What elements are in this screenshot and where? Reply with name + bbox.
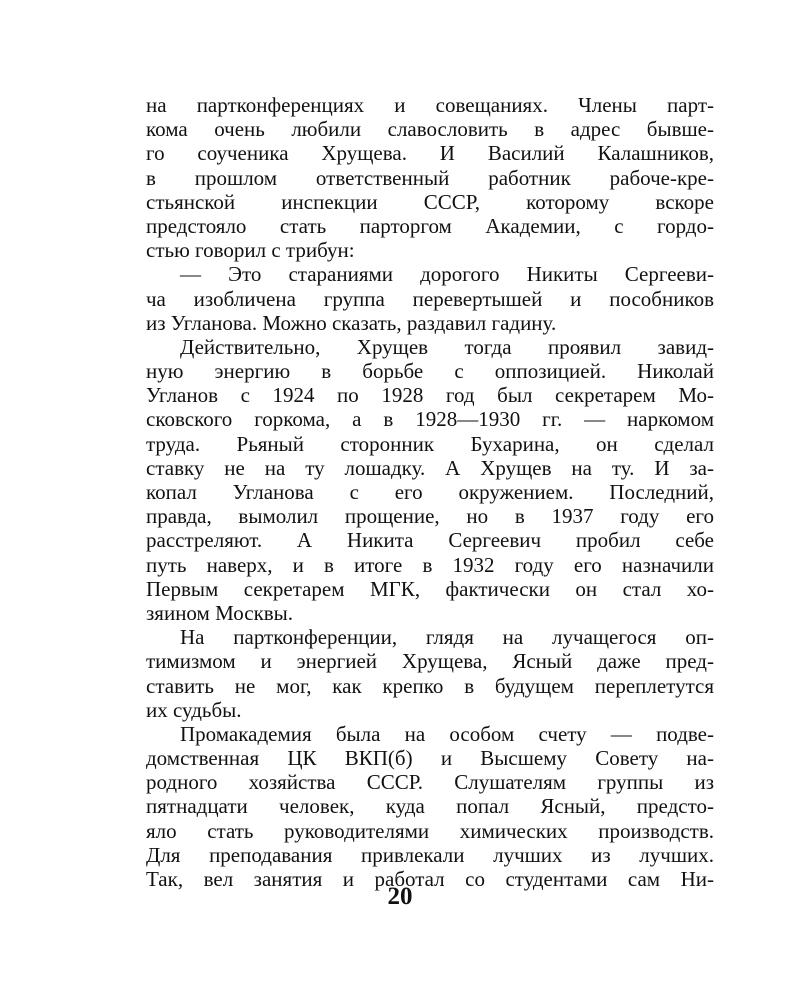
text-line: го соученика Хрущева. И Василий Калашников, xyxy=(146,141,714,166)
text-line: на партконференциях и совещаниях. Члены парт- xyxy=(146,93,714,117)
page-number: 20 xyxy=(387,883,413,910)
text-line: кома очень любили славословить в адрес бывше- xyxy=(146,117,714,142)
text-line: пятнадцати человек, куда попал Ясный, предсто- xyxy=(146,794,714,819)
text-line: яло стать руководителями химических производств. xyxy=(146,818,714,843)
text-line: Промакадемия была на особом счету — подве- xyxy=(180,721,714,746)
text-line: правда, вымолил прощение, но в 1937 году его xyxy=(146,504,714,529)
text-line: зяином Москвы. xyxy=(146,600,294,625)
text-line: ставить не мог, как крепко в будущем переплетутся xyxy=(146,673,714,698)
text-line: Угланов с 1924 по 1928 год был секретарем Мо- xyxy=(146,383,714,408)
body-text xyxy=(146,93,714,891)
text-line: путь наверх, и в итоге в 1932 году его назначили xyxy=(146,552,714,577)
text-line: ную энергию в борьбе с оппозицией. Николай xyxy=(146,359,714,384)
text-line: На партконференции, глядя на лучащегося оп- xyxy=(180,625,714,650)
text-line: расстреляют. А Никита Сергеевич пробил себе xyxy=(146,528,714,553)
text-line: труда. Рьяный сторонник Бухарина, он сделал xyxy=(146,431,714,456)
text-line: предстояло стать парторгом Академии, с гордо- xyxy=(146,213,714,238)
text-line: в прошлом ответственный работник рабоче-кре- xyxy=(146,165,714,190)
text-line: Так, вел занятия и работал со студентами сам Ни- xyxy=(146,867,714,891)
text-line: стью говорил с трибун: xyxy=(146,238,355,263)
text-line: ча изобличена группа перевертышей и пособников xyxy=(146,286,714,311)
text-line: домственная ЦК ВКП(б) и Высшему Совету на- xyxy=(146,746,714,771)
text-line: сковского горкома, а в 1928—1930 гг. — наркомом xyxy=(146,407,714,432)
text-line: копал Угланова с его окружением. Последний, xyxy=(146,480,714,504)
text-line: Первым секретарем МГК, фактически он стал хо- xyxy=(146,576,714,601)
text-line: их судьбы. xyxy=(146,697,242,722)
text-line: стьянской инспекции СССР, которому вскоре xyxy=(146,189,714,214)
text-line: из Угланова. Можно сказать, раздавил гадину. xyxy=(146,310,557,335)
text-line: Действительно, Хрущев тогда проявил завид- xyxy=(180,334,714,359)
text-line: ставку не на ту лошадку. А Хрущев на ту. И за- xyxy=(146,455,714,480)
text-line: тимизмом и энергией Хрущева, Ясный даже пред- xyxy=(146,649,714,674)
text-line: родного хозяйства СССР. Слушателям группы из xyxy=(146,770,714,795)
text-line: Для преподавания привлекали лучших из лучших. xyxy=(146,842,714,867)
text-line: — Это стараниями дорогого Никиты Сергееви- xyxy=(180,262,714,287)
